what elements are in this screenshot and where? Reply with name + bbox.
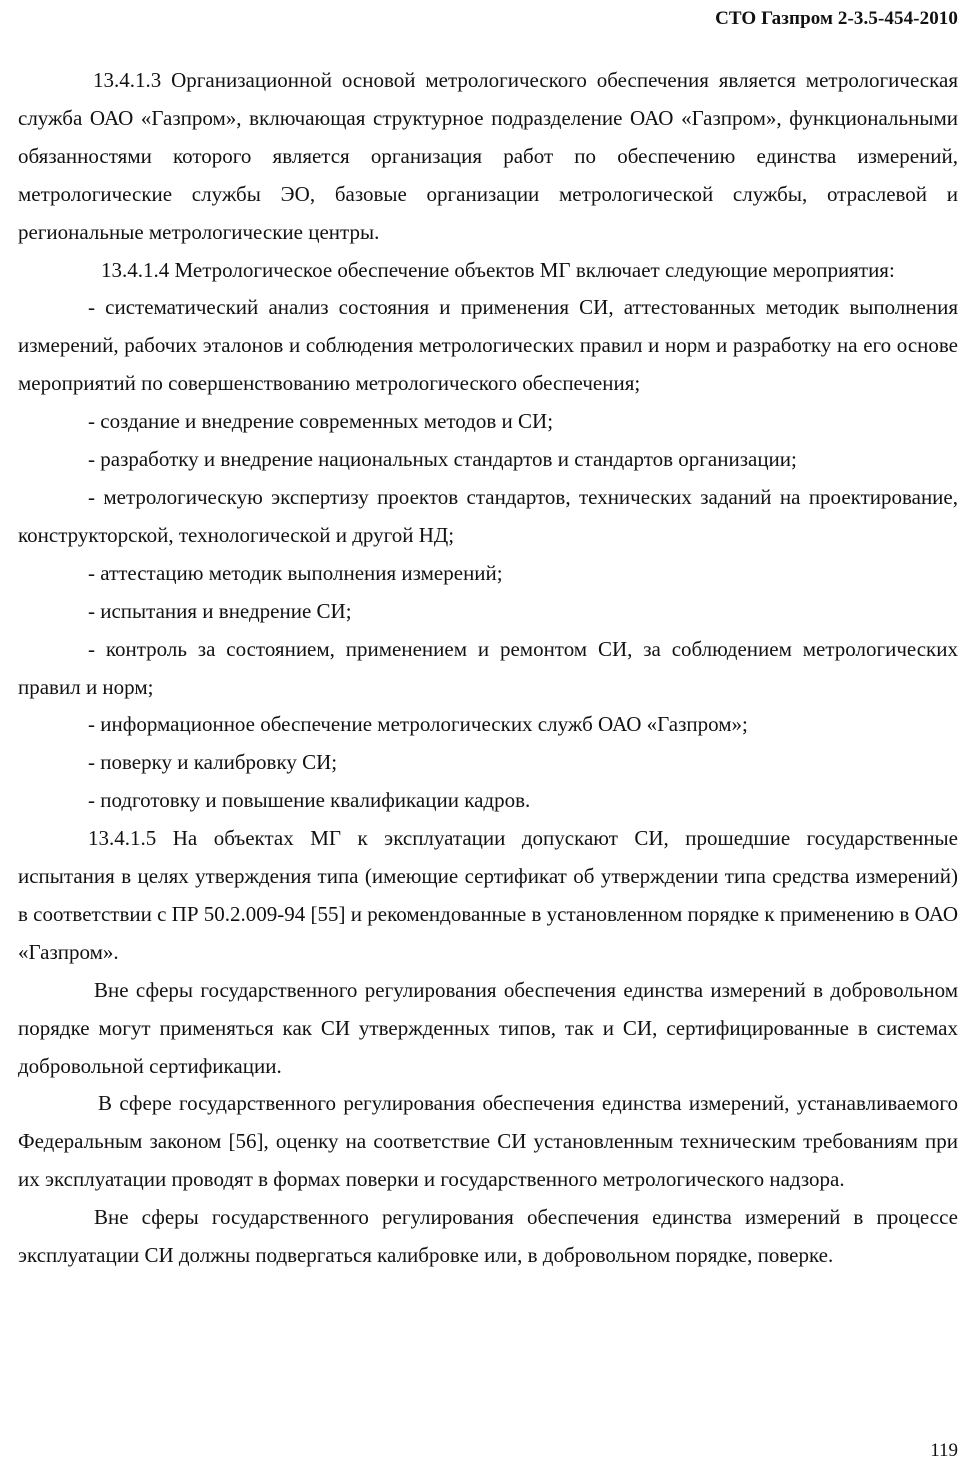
paragraph-voluntary-scope: Вне сферы государственного регулирования обеспечения единства измерений в добровольном порядке могут применяться как СИ утвержденных типов, так и СИ, сертифицированные в системах добровольной сертификации. <box>18 977 958 1078</box>
list-item: - создание и внедрение современных методов и СИ; <box>88 409 554 434</box>
paragraph-13-4-1-3: 13.4.1.3 Организационной основой метрологического обеспечения является метрологическая служба ОАО «Газпром», включающая структурное подразделение ОАО «Газпром», функциональными обязанностями которого является организация работ по обеспечению единства измерений, метрологические службы ЭО, базовые организации метрологической службы, отраслевой и региональные метрологические центры. <box>18 68 958 244</box>
list-item: - систематический анализ состояния и применения СИ, аттестованных методик выполнения измерений, рабочих эталонов и соблюдения метрологических правил и норм и разработку на его основе мероприятий по совершенствованию метрологического обеспечения; <box>18 295 958 396</box>
paragraph-13-4-1-5: 13.4.1.5 На объектах МГ к эксплуатации допускают СИ, прошедшие государственные испытания в целях утверждения типа (имеющие сертификат об утверждении типа средства измерений) в соответствии с ПР 50.2.009-94 [55] и рекомендованные в установленном порядке к применению в ОАО «Газпром». <box>18 826 958 964</box>
document-body <box>18 62 958 1275</box>
page-number: 119 <box>930 1440 958 1461</box>
list-item: - подготовку и повышение квалификации кадров. <box>88 788 531 813</box>
list-item: - поверку и калибровку СИ; <box>88 750 338 775</box>
paragraph-13-4-1-4: 13.4.1.4 Метрологическое обеспечение объектов МГ включает следующие мероприятия: <box>101 257 895 282</box>
paragraph-state-regulation: В сфере государственного регулирования обеспечения единства измерений, устанавливаемого Федеральным законом [56], оценку на соответствие СИ установленным техническим требованиям при их эксплуатации проводят в формах поверки и государственного метрологического надзора. <box>18 1091 958 1192</box>
list-item: - испытания и внедрение СИ; <box>88 598 352 623</box>
list-item: - контроль за состоянием, применением и ремонтом СИ, за соблюдением метрологических правил и норм; <box>18 636 958 699</box>
document-code-header: СТО Газпром 2-3.5-454-2010 <box>715 8 958 29</box>
list-item: - метрологическую экспертизу проектов стандартов, технических заданий на проектирование, конструкторской, технологической и другой НД; <box>18 484 958 547</box>
list-item: - аттестацию методик выполнения измерений; <box>88 560 503 585</box>
list-item: - разработку и внедрение национальных стандартов и стандартов организации; <box>88 447 797 472</box>
paragraph-calibration: Вне сферы государственного регулирования обеспечения единства измерений в процессе эксплуатации СИ должны подвергаться калибровке или, в добровольном порядке, поверке. <box>18 1205 958 1268</box>
list-item: - информационное обеспечение метрологических служб ОАО «Газпром»; <box>88 712 748 737</box>
